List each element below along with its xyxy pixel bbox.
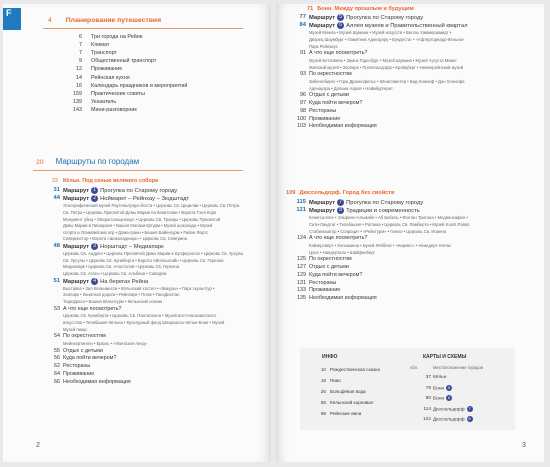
section-page-number: 4 — [48, 17, 52, 24]
section-title-text: Планирование путешествия — [65, 17, 162, 24]
route-number-badge: 6 — [337, 22, 344, 29]
detail-text: Кенигсаллее • Эльфенн-Альмайн • Аб Бабель • Фонтан Тритона • Медиенхафен • — [309, 215, 468, 221]
toc-page-number: 115 — [296, 199, 306, 205]
toc-entry — [76, 82, 188, 90]
toc-entry — [73, 90, 145, 98]
toc-entry — [53, 195, 190, 203]
toc-entry — [297, 287, 341, 294]
toc-page-number: 9 — [79, 58, 82, 65]
detail-text: Церковь Св. Куниберта • Церковь Св. Панталеона • Музей восточноазиатского — [63, 313, 217, 319]
title-rule — [33, 170, 243, 171]
city-title: Кёльн. Под сенью великого собора — [63, 178, 159, 184]
detail-text: Девы Марии в Лискирхен • Башня Малахитфтурм • Музей шоколада • Музей — [63, 223, 213, 229]
toc-page-number: 139 — [73, 98, 82, 105]
page-number: 3 — [522, 442, 526, 449]
toc-entry-title: Необходимая информация — [309, 123, 377, 130]
toc-page-number: 97 — [300, 100, 306, 106]
toc-page-number: 84 — [299, 22, 306, 29]
section-title-text: Маршруты по городам — [55, 157, 140, 166]
detail-text: Кайзерсверт • Хельманна • музей Лёббеке • «Кирмес» • Неандерт-пчёлы — [309, 243, 452, 248]
info-title: Вольфёвая вода — [330, 389, 366, 394]
route-number-badge: 8 — [468, 416, 471, 421]
route-label: Маршрут — [63, 244, 90, 251]
section-title — [307, 6, 414, 13]
toc-entry-title: А что еще посмотреть? — [309, 50, 368, 57]
toc-entry-title: Указатель — [91, 98, 117, 105]
toc-entry-title: Практические советы — [91, 90, 145, 97]
toc-entry-title: А что еще посмотреть? — [63, 305, 122, 312]
detail-text: Церковь Св. Андрея • Церковь Пресвятой Девы Марии в Купфергассе • Церковь Св. Урсулы — [63, 251, 244, 257]
toc-page-number: 51 — [53, 277, 60, 284]
toc-page-number: 31 — [53, 187, 60, 193]
toc-entry — [53, 277, 149, 286]
toc-entry — [76, 74, 130, 82]
toc-entry — [297, 256, 352, 263]
toc-entry — [300, 107, 337, 115]
route-number-badge: 6 — [448, 395, 451, 400]
toc-entry — [297, 235, 368, 242]
toc-entry-title: По окрестностям — [63, 333, 106, 340]
route-title: Аллея музеев и Правительственный квартал — [346, 23, 468, 30]
maps-column-label: обл. — [410, 365, 419, 370]
toc-entry — [79, 34, 143, 41]
info-title: Кёльнский карнавал — [330, 400, 374, 405]
toc-entry-title: Общественный транспорт — [91, 58, 157, 65]
route-title: Ноймаркт – Рейнхау – Зюдштадт — [100, 196, 190, 203]
detail-text: Зибенгебирге • Гора Драхенфельс • Кёнигсвинтер • Бад-Хоннеф • Дон Хоннефа — [309, 79, 465, 84]
toc-page-number: 56 — [54, 355, 60, 362]
toc-page-number: 100 — [297, 115, 306, 122]
detail-text: Медиапарк • Церковь Св. Апостолов • Церковь Св. Гереона — [63, 264, 180, 270]
toc-entry-title: Календарь праздников и мероприятий — [91, 82, 188, 89]
detail-text: Музей Кёнига • Музей Шумана • Музей искусств • Виллы Хаммершмидт • — [309, 30, 452, 36]
route-title: Прогулка по Старому городу — [346, 200, 424, 207]
section-page-number: 20 — [36, 159, 44, 166]
toc-page-number: 159 — [73, 90, 82, 97]
city-heading — [52, 178, 159, 185]
map-page-number: 37 — [425, 375, 431, 380]
map-item — [423, 405, 475, 413]
toc-entry — [297, 279, 337, 287]
toc-entry — [299, 14, 424, 22]
detail-text: Дворец Шаумбург • Памятник Аденауэру • Бундестаг • «Афтерторнадо-Кёльна» — [309, 37, 465, 42]
detail-text: Музей пищи — [63, 326, 87, 332]
toc-entry — [54, 363, 91, 370]
info-title: Пиво — [330, 378, 341, 383]
toc-entry — [300, 50, 368, 57]
toc-page-number: 14 — [76, 74, 82, 81]
toc-entry — [297, 123, 377, 130]
toc-entry-title: По окрестностям — [309, 256, 352, 263]
map-item — [422, 416, 475, 423]
route-number-badge: 8 — [337, 207, 344, 214]
toc-entry — [296, 199, 424, 207]
toc-entry-title: Проживание — [91, 66, 123, 73]
toc-entry — [79, 50, 117, 57]
toc-entry — [297, 295, 377, 302]
detail-text: Сити-Ландтаг • Телебашня • Ратонка • Церковь Св. Ламберта • Музей Kunst Palast — [309, 222, 470, 227]
toc-entry-title: А что еще посмотреть? — [309, 235, 368, 242]
toc-page-number: 64 — [54, 371, 60, 377]
map-page-number: 90 — [425, 396, 431, 401]
toc-entry — [79, 58, 157, 65]
page-number: 2 — [36, 442, 40, 449]
toc-page-number: 6 — [79, 34, 82, 40]
toc-entry-title: Куда пойти вечером? — [309, 271, 363, 278]
toc-page-number: 124 — [297, 235, 306, 242]
toc-entry-title: Рестораны — [309, 279, 337, 286]
info-item — [320, 388, 366, 395]
detail-text: Северинстор • Ворота «Шоколадница» • Церковь Св. Северина — [63, 236, 187, 242]
section-tab: F — [3, 8, 21, 30]
detail-text: Цонс • Нандерталь • Шайфенберг — [309, 249, 376, 255]
section-page-number: 71 — [307, 6, 314, 12]
route-number-badge: 2 — [91, 195, 98, 202]
section-title-text: Бонн. Между прошлым и будущим — [317, 6, 414, 12]
info-item — [320, 366, 380, 373]
map-item — [425, 395, 454, 402]
toc-entry — [300, 100, 363, 107]
toc-entry-title: Климат — [91, 42, 110, 49]
toc-page-number: 53 — [54, 305, 60, 312]
route-label: Маршрут — [309, 208, 336, 215]
info-page-number: 18 — [320, 378, 326, 383]
toc-entry-title: Транспорт — [91, 50, 117, 57]
left-page — [3, 4, 271, 462]
toc-entry — [300, 92, 349, 99]
toc-entry-title: Куда пойти вечером? — [63, 355, 117, 362]
route-label: Маршрут — [309, 200, 336, 207]
toc-entry-title: Рестораны — [309, 107, 337, 114]
map-item — [425, 384, 454, 392]
route-number-badge: 7 — [468, 405, 471, 411]
route-title: Традиции и современность — [346, 208, 420, 215]
map-title: Бонн — [433, 385, 445, 391]
toc-page-number: 143 — [73, 106, 82, 113]
toc-entry-title: Необходимая информация — [63, 378, 131, 385]
toc-entry-title: Рестораны — [63, 363, 91, 370]
toc-entry — [297, 271, 363, 279]
route-number-badge: 5 — [448, 384, 451, 390]
map-title: Дюссельдорф — [433, 406, 465, 412]
toc-entry-title: Мини-разговорник — [91, 106, 137, 113]
maps-heading: КАРТЫ И СХЕМЫ — [423, 354, 467, 360]
toc-page-number: 7 — [79, 50, 82, 57]
toc-page-number: 55 — [54, 347, 60, 354]
toc-entry — [54, 347, 103, 355]
route-label: Маршрут — [309, 15, 336, 22]
detail-text: Женский музей • Зоопарк • Поппельсдорф • Кройцберг • Нижнерейнский музей — [309, 64, 464, 70]
toc-entry-title: Рейнская кухня — [91, 74, 130, 81]
map-title: Дюссельдорф — [433, 417, 465, 423]
route-label: Маршрут — [63, 196, 90, 203]
toc-entry-title: Три города на Рейне — [91, 34, 143, 40]
toc-page-number: 77 — [299, 14, 306, 20]
toc-entry — [54, 371, 95, 378]
toc-page-number: 62 — [54, 363, 60, 370]
detail-text: Этнографический музей Раутенштраух-Йоста • Церковь Св. Цецилии • Церковь Св. Петра — [63, 203, 240, 209]
info-page-number: 98 — [320, 411, 326, 416]
toc-entry-title: По окрестностям — [309, 71, 352, 78]
toc-entry-title: Необходимая информация — [309, 295, 377, 302]
section-title — [286, 190, 394, 197]
route-label: Маршрут — [309, 23, 336, 30]
info-title: Рейнские вина — [330, 411, 362, 416]
toc-entry — [53, 243, 164, 251]
route-label: Маршрут — [63, 278, 90, 285]
toc-entry — [76, 66, 123, 73]
toc-page-number: 103 — [297, 123, 306, 130]
toc-entry — [54, 305, 122, 313]
route-title: Норштадт – Медиапарк — [100, 244, 164, 251]
section-title-text: Дюссельдорф. Город без свойств — [299, 190, 395, 196]
toc-page-number: 7 — [79, 42, 82, 49]
toc-entry — [73, 98, 117, 106]
toc-page-number: 44 — [53, 195, 60, 202]
route-number-badge: 7 — [337, 199, 344, 206]
toc-page-number: 54 — [54, 333, 60, 340]
info-page-number: 10 — [320, 367, 326, 372]
toc-entry — [300, 71, 352, 78]
detail-text: Св. Петра • Церковь Пресвятой Девы Марии на Капитолии • Ворота Тэля Коре — [63, 210, 217, 215]
toc-page-number: 127 — [297, 264, 306, 270]
route-number-badge: 4 — [91, 278, 98, 285]
route-number-badge: 3 — [91, 243, 98, 250]
detail-text: спорта и Олимпийских игр • Дома-гранн • Башня Байенгурм • Район Фортс — [63, 229, 209, 235]
map-title: Бонн — [433, 396, 445, 402]
route-number-badge: 5 — [337, 14, 344, 21]
detail-text: Св. Урсулы • Церковь Св. Куниберта • Ворота Айгельштайн • Церковь Св. Гереона — [63, 257, 224, 263]
toc-page-number: 131 — [297, 279, 306, 286]
detail-text: Парк Рейнзауз — [309, 43, 338, 49]
map-page-number: 78 — [425, 385, 431, 391]
toc-entry-title: Проживание — [63, 371, 95, 377]
info-page-number: 26 — [320, 389, 326, 394]
route-label: Маршрут — [63, 188, 90, 195]
map-title: Кёльн — [433, 375, 447, 380]
toc-page-number: 93 — [300, 71, 306, 78]
toc-entry — [299, 22, 468, 30]
toc-page-number: 16 — [76, 82, 82, 89]
route-title: Прогулка по Старому городу — [346, 15, 424, 22]
info-item — [320, 399, 374, 406]
toc-entry-title: Проживание — [309, 287, 341, 294]
toc-page-number: 125 — [297, 256, 306, 263]
toc-entry-title: Куда пойти вечером? — [309, 100, 363, 106]
toc-entry-title: Отдых с детьми — [309, 264, 349, 270]
detail-text: Церковь Св. Агаты • Церковь Св. Альбана • Саводом — [63, 271, 167, 276]
detail-text: Аденауэра • Долина Ааров • Ноймбургерит — [309, 85, 393, 91]
info-item — [320, 377, 341, 384]
toc-entry-title: Отдых с детьми — [309, 92, 349, 99]
info-maps-box — [300, 348, 515, 430]
route-title: На берегах Рейна — [100, 278, 149, 285]
detail-text: Мейнхертинген • Брюль • «Фантазия-ленд» — [63, 341, 148, 346]
detail-text: Выставка • Зал Кёльнмесси • Кёльнский хостел • «Жмуры» • Парк скульптур • — [63, 285, 215, 291]
toc-page-number: 129 — [297, 271, 306, 278]
toc-entry — [79, 42, 110, 49]
toc-entry — [297, 115, 341, 123]
maps-subheading: Местоположение городов — [433, 365, 484, 370]
detail-text: Зоопарк • Канатная дорога • Рейнпарк • Пляж • Танцфонтан — [63, 292, 180, 298]
detail-text: Монумент убиц • Оверштольценхаус • Церковь Св. Троицы • Церковь Пресвятой — [63, 216, 221, 222]
info-title: Рождественская сказка — [330, 367, 380, 372]
info-item — [320, 410, 362, 417]
toc-page-number: 12 — [76, 66, 82, 73]
toc-entry-title: Проживание — [309, 115, 341, 122]
section-title — [48, 16, 161, 25]
toc-entry — [297, 264, 349, 271]
toc-entry — [73, 106, 137, 114]
toc-entry — [54, 333, 106, 340]
detail-text: Тацефрасн • Башня Кёльнтурм • Кёльнский хозяин — [63, 299, 163, 304]
toc-entry — [53, 187, 178, 195]
toc-entry — [54, 355, 117, 362]
map-page-number: 122 — [422, 417, 431, 422]
info-heading: ИНФО — [322, 354, 338, 360]
map-page-number: 114 — [423, 406, 431, 412]
map-item — [425, 374, 447, 381]
section-title — [36, 157, 139, 167]
info-page-number: 58 — [320, 400, 326, 405]
title-rule — [43, 28, 243, 29]
toc-entry — [296, 207, 420, 215]
route-title: Прогулка по Старому городу — [100, 188, 178, 195]
toc-page-number: 121 — [296, 207, 306, 214]
detail-text: Стабилизатор • Сопроцит • «Рейнтурм» • Гинкго • Церковь Св. Иоанна — [309, 228, 447, 234]
toc-page-number: 135 — [297, 295, 306, 302]
section-page-number: 109 — [286, 190, 296, 196]
toc-entry — [54, 378, 131, 386]
toc-page-number: 91 — [300, 50, 306, 57]
route-number-badge: 1 — [91, 187, 98, 194]
toc-page-number: 48 — [53, 243, 60, 249]
toc-page-number: 96 — [300, 92, 306, 99]
toc-entry-title: Отдых с детьми — [63, 347, 103, 354]
toc-page-number: 66 — [54, 378, 60, 385]
detail-text: Музей Бетховена • Замок Годесбург • Музей Шумана • Музей Аугуста Макке — [309, 58, 457, 63]
toc-page-number: 133 — [297, 287, 306, 294]
toc-page-number: 98 — [300, 107, 306, 114]
toc-page-number: 22 — [52, 178, 58, 184]
detail-text: искусства • Телебашня Кёльна • Культурный фонд Шпаркассы Кёльн-Бонн • Музей — [63, 320, 225, 325]
